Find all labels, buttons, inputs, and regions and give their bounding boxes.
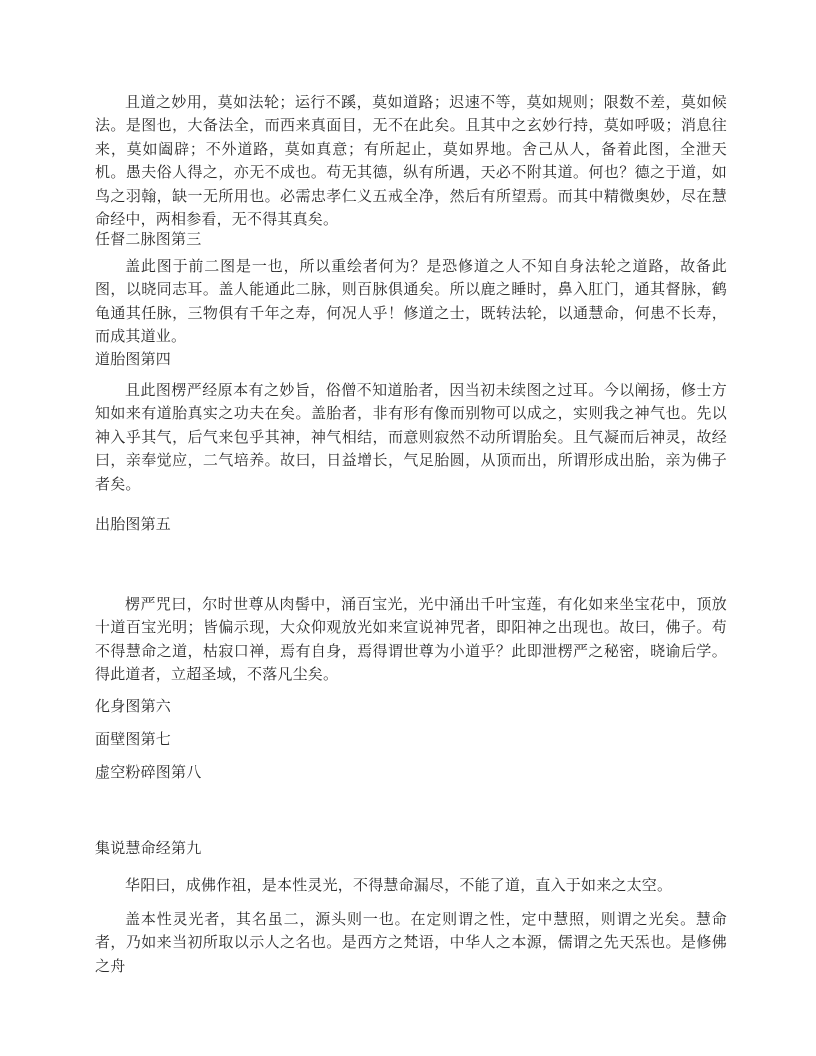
paragraph-rendu-ermai: 盖此图于前二图是一也，所以重绘者何为？是恐修道之人不知自身法轮之道路，故备此图，以晓同志耳。盖人能通此二脉，则百脉俱通矣。所以鹿之睡时，鼻入肛门，通其督脉，鹤龟通其任脉，三物俱有千年之寿，何况人乎！修道之士，既转法轮，以通慧命，何患不长寿，而成其道业。 [95,259,727,346]
heading-daotai-tu-4: 道胎图第四 [95,352,172,368]
heading-huashen-tu-6: 化身图第六 [95,699,172,715]
heading-rendu-ermai-tu-3: 任督二脉图第三 [95,232,202,248]
paragraph-dao-miaoyong: 且道之妙用，莫如法轮；运行不蹊，莫如道路；迟速不等，莫如规则；限数不差，莫如候法。是图也，大备法全，而西来真面目，无不在此矣。且其中之玄妙行持，莫如呼吸；消息往来，莫如阖辟；不外道路，莫如真意；有所起止，莫如界地。舍己从人，备着此图，全泄天机。愚夫俗人得之，亦无不成也。苟无其德，纵有所遇，天必不附其道。何也？德之于道，如鸟之羽翰，缺一无所用也。必需忠孝仁义五戒全净，然后有所望焉。而其中精微奥妙，尽在慧命经中，两相参看，无不得其真矣。 [95,95,727,229]
heading-chutai-tu-5: 出胎图第五 [95,517,172,533]
paragraph-lengyan-zhou: 楞严咒曰，尔时世尊从肉髻中，涌百宝光，光中涌出千叶宝莲，有化如来坐宝花中，顶放十道百宝光明；皆偏示现，大众仰观放光如来宣说神咒者，即阳神之出现也。故曰，佛子。苟不得慧命之道，枯寂口禅，焉有自身，焉得谓世尊为小道乎？此即泄楞严之秘密，晓谕后学。得此道者，立超圣域，不落凡尘矣。 [95,597,727,684]
paragraph-benxing-lingguang: 盖本性灵光者，其名虽二，源头则一也。在定则谓之性，定中慧照，则谓之光矣。慧命者，乃如来当初所取以示人之名也。是西方之梵语，中华人之本源，儒谓之先天炁也。是修佛之舟 [95,912,727,975]
heading-jishuo-huimingjing-9: 集说慧命经第九 [95,841,202,857]
heading-mianbi-tu-7: 面壁图第七 [95,732,172,748]
heading-xukong-fensui-tu-8: 虚空粉碎图第八 [95,765,202,781]
paragraph-daotai: 且此图楞严经原本有之妙旨，俗僧不知道胎者，因当初未续图之过耳。今以阐扬，修士方知如来有道胎真实之功夫在矣。盖胎者，非有形有像而别物可以成之，实则我之神气也。先以神入乎其气，后气来包乎其神，神气相结，而意则寂然不动所谓胎矣。且气凝而后神灵，故经曰，亲奉觉应，二气培养。故曰，日益增长，气足胎圆，从顶而出，所谓形成出胎，亲为佛子者矣。 [95,383,727,493]
paragraph-huayang-yue: 华阳曰，成佛作祖，是本性灵光，不得慧命漏尽，不能了道，直入于如来之太空。 [125,878,673,894]
